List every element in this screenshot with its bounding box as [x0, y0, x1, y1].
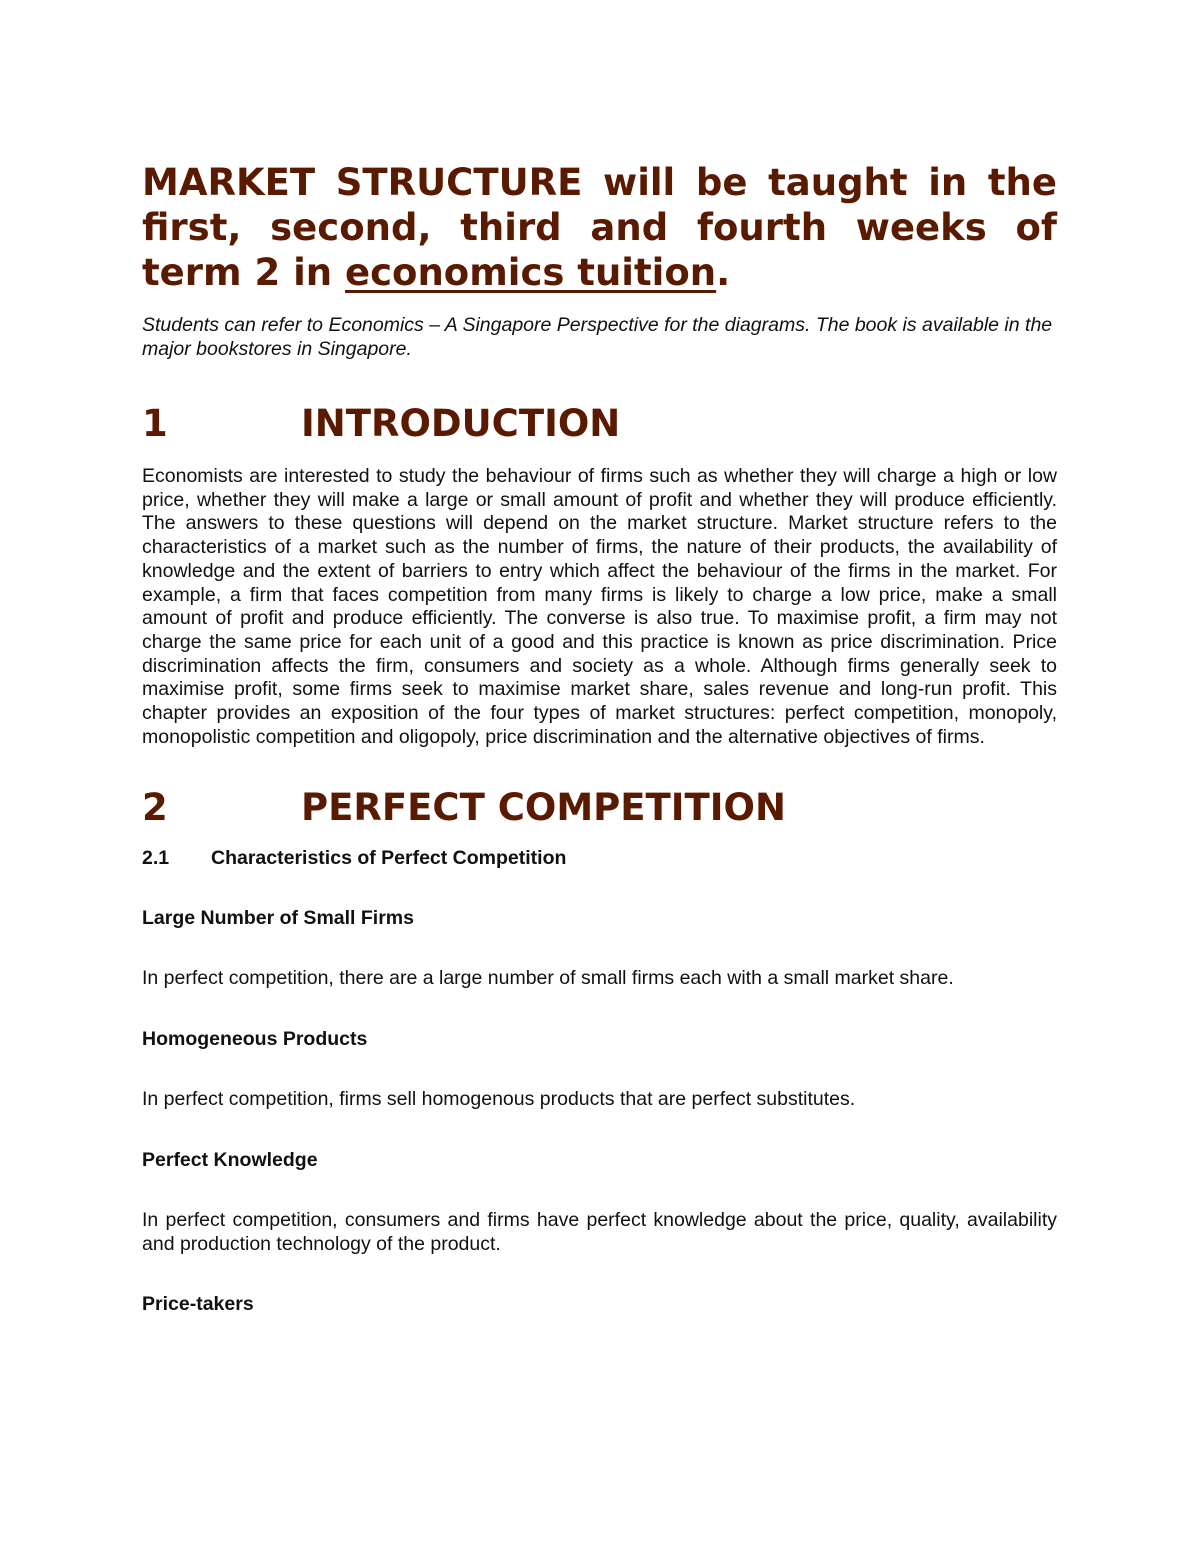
- economics-tuition-link[interactable]: economics tuition: [345, 251, 717, 294]
- section-title: INTRODUCTION: [301, 402, 621, 445]
- title-text: MARKET STRUCTURE will be taught in the first, second, third and fourth weeks of term 2 in: [142, 161, 1057, 294]
- title-period: .: [716, 251, 731, 294]
- section-title: PERFECT COMPETITION: [301, 786, 786, 830]
- subsection-title: Characteristics of Perfect Competition: [211, 847, 567, 870]
- document-title: [142, 160, 1057, 295]
- characteristic-text: In perfect competition, firms sell homogenous products that are perfect substitutes.: [142, 1088, 856, 1111]
- document-page: [142, 160, 1057, 1316]
- section-heading-perfect-competition: [142, 785, 1057, 830]
- introduction-paragraph: Economists are interested to study the behaviour of firms such as whether they will charge a high or low price, whether they will make a large or small amount of profit and whether they will produce efficiently. The answers to these questions will depend on the market structure. Market structure refers to the characteristics of a market such as the number of firms, the nature of their products, the availability of knowledge and the extent of barriers to entry which affect the behaviour of the firms in the market. For example, a firm that faces competition from many firms is likely to charge a low price, make a small amount of profit and produce efficiently. The converse is also true. To maximise profit, a firm may not charge the same price for each unit of a good and this practice is known as price discrimination. Price discrimination affects the firm, consumers and society as a whole. Although firms generally seek to maximise profit, some firms seek to maximise market share, sales revenue and long-run profit. This chapter provides an exposition of the four types of market structures: perfect competition, monopoly, monopolistic competition and oligopoly, price discrimination and the alternative objectives of firms.: [142, 465, 1057, 748]
- characteristic-heading: Perfect Knowledge: [142, 1148, 318, 1171]
- characteristic-heading: Large Number of Small Firms: [142, 907, 414, 930]
- characteristic-large-number: [142, 906, 1057, 991]
- section-number: 1: [142, 402, 168, 445]
- intro-note: Students can refer to Economics – A Singapore Perspective for the diagrams. The book is available in the major bookstores in Singapore.: [142, 314, 1053, 360]
- subsection-heading: [142, 846, 1057, 870]
- characteristic-perfect-knowledge: [142, 1148, 1057, 1256]
- characteristic-text: In perfect competition, consumers and firms have perfect knowledge about the price, quality, availability and production technology of the product.: [142, 1208, 1057, 1255]
- characteristic-price-takers: [142, 1292, 1057, 1316]
- subsection-number: 2.1: [142, 847, 170, 870]
- section-heading-introduction: [142, 401, 1057, 446]
- section-number: 2: [142, 786, 168, 830]
- characteristic-heading: Price-takers: [142, 1293, 254, 1316]
- characteristic-text: In perfect competition, there are a large number of small firms each with a small market share.: [142, 967, 954, 990]
- characteristic-homogeneous: [142, 1027, 1057, 1112]
- characteristic-heading: Homogeneous Products: [142, 1028, 368, 1051]
